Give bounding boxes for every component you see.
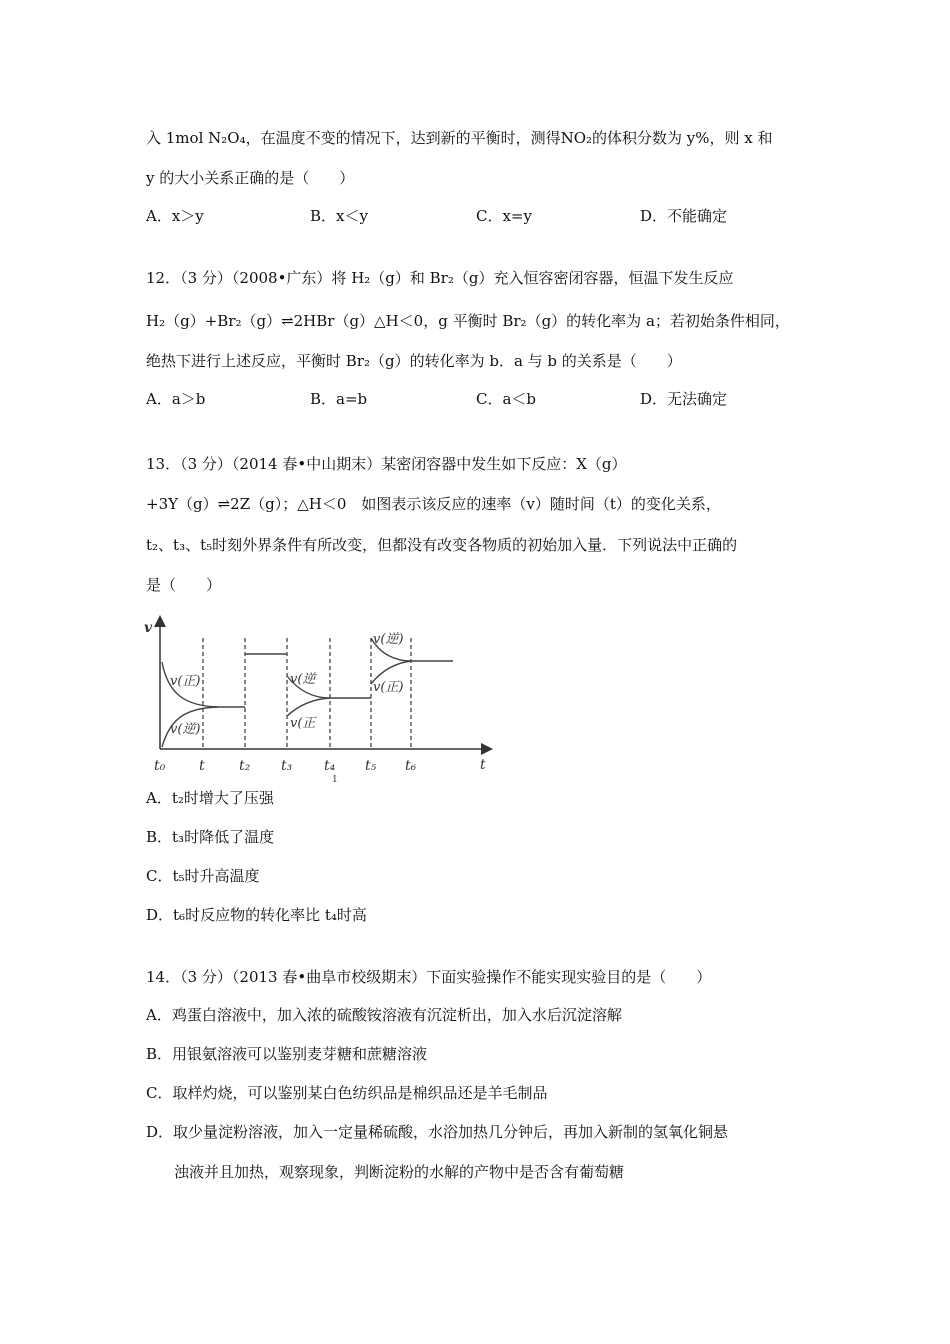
- q12-text-line2: H₂（g）+Br₂（g）⇌2HBr（g）△H＜0，g 平衡时 Br₂（g）的转化率为 a；若初始条件相同，: [146, 312, 790, 330]
- label-v-forward-3: v(正): [373, 680, 404, 695]
- rate-time-diagram: [140, 614, 500, 786]
- tick-note: 1: [332, 775, 338, 785]
- q12-text-line1: 12．（3 分）（2008•广东）将 H₂（g）和 Br₂（g）充入恒容密闭容器，恒温下发生反应: [146, 269, 734, 287]
- label-v-forward-1: v(正): [170, 674, 201, 689]
- tick-t0: t₀: [154, 758, 166, 774]
- q14-text-line1: 14．（3 分）（2013 春•曲阜市校级期末）下面实验操作不能实现实验目的是（ ）: [146, 968, 712, 986]
- tick-t4: t₄: [324, 758, 336, 774]
- q14-option-a[interactable]: A．鸡蛋白溶液中，加入浓的硫酸铵溶液有沉淀析出，加入水后沉淀溶解: [146, 1006, 622, 1024]
- q13-option-d[interactable]: D．t₆时反应物的转化率比 t₄时高: [146, 906, 367, 924]
- q11-option-c[interactable]: C．x=y: [476, 207, 532, 225]
- q13-option-a[interactable]: A．t₂时增大了压强: [146, 789, 274, 807]
- q13-text-line1: 13．（3 分）（2014 春•中山期末）某密闭容器中发生如下反应：X（g）: [146, 455, 627, 473]
- q12-option-a[interactable]: A．a＞b: [146, 390, 206, 408]
- q14-option-c[interactable]: C．取样灼烧，可以鉴别某白色纺织品是棉织品还是羊毛制品: [146, 1084, 548, 1102]
- x-axis-label: t: [480, 757, 486, 773]
- q13-text-line4: 是（ ）: [146, 576, 222, 594]
- q14-option-d-continued: 浊液并且加热，观察现象，判断淀粉的水解的产物中是否含有葡萄糖: [174, 1163, 625, 1181]
- tick-t3: t₃: [281, 758, 293, 774]
- q11-text-line2: y 的大小关系正确的是（ ）: [146, 169, 355, 187]
- tick-t1: t: [199, 758, 205, 774]
- q13-text-line2: +3Y（g）⇌2Z（g）；△H＜0 如图表示该反应的速率（v）随时间（t）的变化关系，: [146, 495, 721, 513]
- q11-text-line1: 入 1mol N₂O₄，在温度不变的情况下，达到新的平衡时，测得NO₂的体积分数为 y%，则 x 和: [146, 129, 773, 147]
- v-forward-curve-2: [287, 698, 330, 716]
- q13-text-line3: t₂、t₃、t₅时刻外界条件有所改变，但都没有改变各物质的初始加入量．下列说法中正确的: [146, 536, 738, 554]
- q11-option-a[interactable]: A．x＞y: [146, 207, 204, 225]
- q12-option-c[interactable]: C．a＜b: [476, 390, 537, 408]
- label-v-reverse-1: v(逆): [170, 722, 201, 737]
- q11-option-d[interactable]: D．不能确定: [640, 207, 728, 225]
- tick-t2: t₂: [239, 758, 251, 774]
- q12-text-line3: 绝热下进行上述反应，平衡时 Br₂（g）的转化率为 b．a 与 b 的关系是（ ）: [146, 352, 682, 370]
- q12-option-d[interactable]: D．无法确定: [640, 390, 728, 408]
- q14-option-d[interactable]: D．取少量淀粉溶液，加入一定量稀硫酸，水浴加热几分钟后，再加入新制的氢氧化铜悬: [146, 1123, 729, 1141]
- label-v-reverse-3: v(逆): [373, 632, 404, 647]
- tick-t6: t₆: [405, 758, 417, 774]
- q12-option-b[interactable]: B．a=b: [310, 390, 368, 408]
- q11-option-b[interactable]: B．x＜y: [310, 207, 368, 225]
- y-axis-label: v: [144, 620, 153, 636]
- label-v-forward-2: v(正: [290, 716, 316, 731]
- q13-option-b[interactable]: B．t₃时降低了温度: [146, 828, 275, 846]
- q14-option-b[interactable]: B．用银氨溶液可以鉴别麦芽糖和蔗糖溶液: [146, 1045, 428, 1063]
- q13-option-c[interactable]: C．t₅时升高温度: [146, 867, 260, 885]
- tick-t5: t₅: [365, 758, 377, 774]
- label-v-reverse-2: v(逆: [290, 672, 316, 687]
